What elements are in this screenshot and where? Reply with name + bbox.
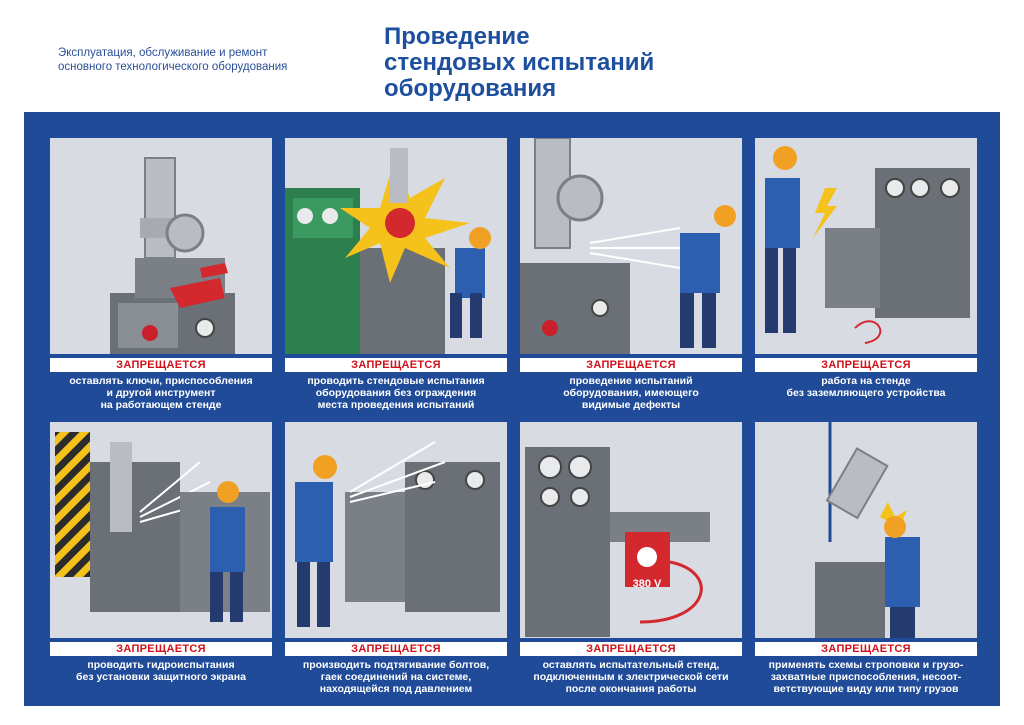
card-caption — [50, 659, 272, 683]
card-banner: ЗАПРЕЩАЕТСЯ — [50, 642, 272, 656]
card-caption — [285, 375, 507, 411]
caption-line: без заземляющего устройства — [786, 387, 946, 399]
subtitle-line-2: основного технологического оборудования — [58, 61, 288, 73]
card-caption — [520, 659, 742, 695]
caption-line: захватные приспособления, несоот- — [770, 671, 962, 683]
safety-poster-panel — [24, 112, 1000, 706]
caption-line: подключенным к электрической сети — [533, 671, 729, 683]
card-caption — [755, 659, 977, 695]
subtitle-line-1: Эксплуатация, обслуживание и ремонт — [58, 47, 268, 59]
caption-line: оставлять ключи, приспособления — [69, 375, 253, 387]
illustration-electric-shock — [755, 138, 977, 354]
card-banner: ЗАПРЕЩАЕТСЯ — [755, 358, 977, 372]
title-line-1: Проведение — [384, 23, 530, 50]
caption-line: производить подтягивание болтов, — [302, 659, 490, 671]
caption-line: оборудования без ограждения — [315, 387, 477, 399]
caption-line: на работающем стенде — [100, 399, 222, 411]
caption-line: после окончания работы — [565, 683, 697, 695]
card-caption — [50, 375, 272, 411]
illustration-plugged-in — [520, 422, 742, 638]
voltage-label: 380 V — [632, 578, 662, 590]
caption-line: оставлять испытательный стенд, — [542, 659, 720, 671]
caption-line: ветствующие виду или типу грузов — [773, 683, 959, 695]
card-banner: ЗАПРЕЩАЕТСЯ — [755, 642, 977, 656]
illustration-leak-spray — [520, 138, 742, 354]
caption-line: места проведения испытаний — [317, 399, 475, 411]
card-caption — [755, 375, 977, 399]
caption-line: оборудования, имеющего — [563, 387, 699, 399]
card-caption — [285, 659, 507, 695]
card-banner: ЗАПРЕЩАЕТСЯ — [520, 642, 742, 656]
caption-line: проводить стендовые испытания — [307, 375, 485, 387]
card-banner: ЗАПРЕЩАЕТСЯ — [285, 358, 507, 372]
card-banner: ЗАПРЕЩАЕТСЯ — [285, 642, 507, 656]
card-caption — [520, 375, 742, 411]
illustration-tightening-under-pressure — [285, 422, 507, 638]
illustration-explosion — [285, 138, 507, 354]
caption-line: видимые дефекты — [581, 399, 681, 411]
caption-line: проведение испытаний — [569, 375, 693, 387]
caption-line: без установки защитного экрана — [76, 671, 246, 683]
card-banner: ЗАПРЕЩАЕТСЯ — [50, 358, 272, 372]
illustration-tools-on-stand — [50, 138, 272, 354]
illustration-sling-load — [755, 422, 977, 638]
title-line-2: стендовых испытаний — [384, 49, 655, 76]
caption-line: гаек соединений на системе, — [320, 671, 472, 683]
title-line-3: оборудования — [384, 75, 557, 102]
card-banner: ЗАПРЕЩАЕТСЯ — [520, 358, 742, 372]
page-title — [384, 24, 654, 102]
caption-line: работа на стенде — [821, 375, 911, 387]
caption-line: применять схемы строповки и грузо- — [768, 659, 964, 671]
caption-line: и другой инструмент — [106, 387, 216, 399]
illustration-hydro-test — [50, 422, 272, 638]
caption-line: находящейся под давлением — [319, 683, 473, 695]
header-subtitle — [58, 46, 358, 74]
caption-line: проводить гидроиспытания — [87, 659, 235, 671]
